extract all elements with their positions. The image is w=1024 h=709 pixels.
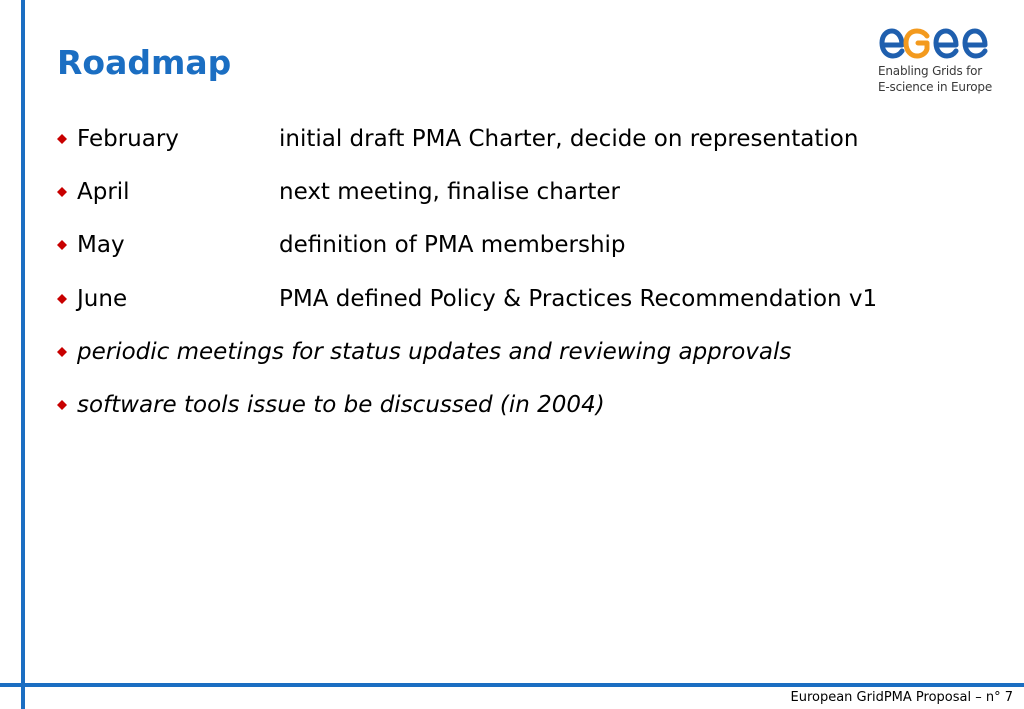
list-item [57, 335, 987, 388]
roadmap-month: April [77, 179, 130, 206]
roadmap-note: periodic meetings for status updates and reviewing approvals [77, 338, 792, 365]
roadmap-note: software tools issue to be discussed (in 2004) [77, 391, 605, 418]
list-item [57, 228, 987, 281]
logo-g [906, 31, 927, 56]
slide-title: Roadmap [57, 43, 232, 82]
diamond-bullet-icon [57, 175, 77, 209]
list-item [57, 282, 987, 335]
logo-tagline-line1: Enabling Grids for [878, 64, 983, 78]
diamond-bullet-icon [57, 282, 77, 316]
logo-e3 [965, 31, 985, 56]
diamond-bullet-icon [57, 228, 77, 262]
egee-wordmark [878, 26, 994, 62]
roadmap-detail: PMA defined Policy & Practices Recommendation v1 [279, 285, 878, 312]
logo-e2 [936, 31, 956, 56]
slide-footer: European GridPMA Proposal – n° 7 [790, 690, 1013, 705]
list-item [57, 388, 987, 441]
roadmap-detail: next meeting, finalise charter [279, 179, 620, 206]
roadmap-detail: definition of PMA membership [279, 232, 626, 259]
logo-tagline-line2: E-science in Europe [878, 80, 993, 94]
list-item [57, 175, 987, 228]
diamond-bullet-icon [57, 388, 77, 422]
roadmap-detail: initial draft PMA Charter, decide on representation [279, 126, 859, 152]
diamond-bullet-icon [57, 122, 77, 156]
roadmap-month: February [77, 126, 179, 152]
egee-logo [878, 26, 998, 98]
bottom-horizontal-rule [0, 683, 1024, 687]
roadmap-list [57, 122, 987, 441]
list-item [57, 122, 987, 175]
left-vertical-rule [21, 0, 25, 709]
diamond-bullet-icon [57, 335, 77, 369]
roadmap-month: June [77, 285, 128, 312]
roadmap-month: May [77, 232, 125, 259]
logo-e1 [882, 31, 902, 56]
